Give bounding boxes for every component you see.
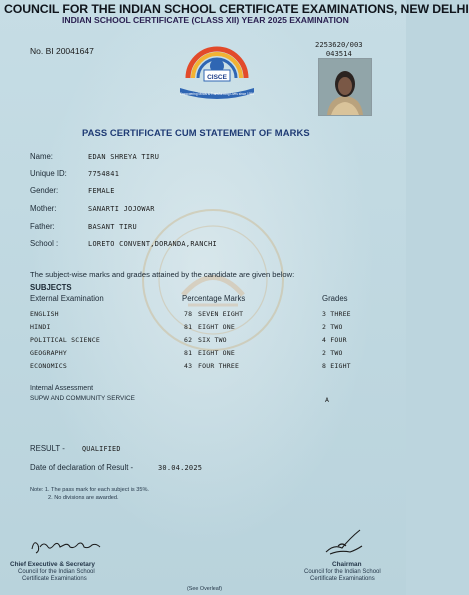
- mother-label: Mother:: [30, 204, 57, 213]
- candidate-photo: [318, 58, 372, 116]
- note-line-2: 2. No divisions are awarded.: [48, 495, 119, 501]
- internal-grade: A: [325, 396, 330, 404]
- gender-label: Gender:: [30, 186, 59, 195]
- internal-assessment-heading: Internal Assessment: [30, 385, 94, 392]
- column-marks: Percentage Marks: [182, 294, 246, 303]
- exam-header: INDIAN SCHOOL CERTIFICATE (CLASS XII) YEAR 2025 EXAMINATION: [62, 15, 349, 25]
- column-external: External Examination: [30, 294, 104, 303]
- right-signatory-org: Council for the Indian School: [304, 569, 381, 575]
- uid-label: Unique ID:: [30, 169, 67, 178]
- school-label: School :: [30, 239, 59, 248]
- left-signature: [28, 535, 108, 557]
- subject-name: HINDI: [30, 323, 51, 331]
- result-label: RESULT -: [30, 444, 65, 453]
- school-value: LORETO CONVENT,DORANDA,RANCHI: [88, 240, 218, 248]
- subject-marks-words: SIX TWO: [198, 336, 227, 344]
- subject-name: ECONOMICS: [30, 362, 68, 370]
- council-header: COUNCIL FOR THE INDIAN SCHOOL CERTIFICATE EXAMINATIONS, NEW DELHI: [4, 2, 469, 16]
- gender-value: FEMALE: [88, 187, 115, 195]
- subject-marks: 43: [184, 362, 193, 370]
- subject-marks-words: EIGHT ONE: [198, 349, 236, 357]
- page-title: PASS CERTIFICATE CUM STATEMENT OF MARKS: [82, 127, 310, 138]
- name-label: Name:: [30, 152, 53, 161]
- declaration-date: 30.04.2025: [158, 464, 203, 472]
- left-signatory-org: Council for the Indian School: [18, 569, 95, 575]
- right-signatory-title: Chairman: [332, 561, 362, 568]
- subject-marks: 78: [184, 310, 193, 318]
- subjects-heading: SUBJECTS: [30, 283, 72, 292]
- subject-name: GEOGRAPHY: [30, 349, 68, 357]
- declaration-label: Date of declaration of Result -: [30, 463, 134, 472]
- subject-grade: 2 TWO: [322, 323, 343, 331]
- certificate-number: No. BI 20041647: [30, 46, 94, 56]
- subject-grade: 3 THREE: [322, 310, 351, 318]
- subject-grade: 8 EIGHT: [322, 362, 351, 370]
- subject-marks: 62: [184, 336, 193, 344]
- serial-line-1: 2253620/003: [315, 40, 363, 49]
- intro-text: The subject-wise marks and grades attained by the candidate are given below:: [30, 270, 295, 279]
- serial-number: [315, 41, 363, 58]
- name-value: EDAN SHREYA TIRU: [88, 153, 160, 161]
- right-signatory-org-2: Certificate Examinations: [310, 576, 375, 582]
- note-line-1: Note: 1. The pass mark for each subject is 35%.: [30, 487, 149, 493]
- subject-grade: 4 FOUR: [322, 336, 347, 344]
- subject-marks-words: EIGHT ONE: [198, 323, 236, 331]
- see-overleaf: (See Overleaf): [187, 586, 223, 592]
- mother-value: SANARTI JOJOWAR: [88, 205, 155, 213]
- subject-name: POLITICAL SCIENCE: [30, 336, 100, 344]
- subject-grade: 2 TWO: [322, 349, 343, 357]
- subject-marks-words: FOUR THREE: [198, 362, 240, 370]
- internal-subject: SUPW AND COMMUNITY SERVICE: [30, 395, 135, 402]
- subject-name: ENGLISH: [30, 310, 59, 318]
- father-label: Father:: [30, 222, 55, 231]
- cisce-logo: [174, 36, 260, 102]
- result-value: QUALIFIED: [82, 445, 121, 453]
- uid-value: 7754841: [88, 170, 120, 178]
- serial-line-2: 043514: [325, 48, 352, 58]
- left-signatory-title: Chief Executive & Secretary: [10, 561, 95, 568]
- logo-emblem-text: CISCE: [207, 74, 227, 81]
- council-seal-watermark: [138, 205, 288, 355]
- father-value: BASANT TIRU: [88, 223, 137, 231]
- subject-marks: 81: [184, 349, 193, 357]
- right-signature: [320, 524, 366, 560]
- logo-motto: Empowering Minds & Transforming Lives since 1958: [179, 92, 255, 96]
- subject-marks-words: SEVEN EIGHT: [198, 310, 244, 318]
- column-grades: Grades: [322, 294, 348, 303]
- subject-marks: 81: [184, 323, 193, 331]
- left-signatory-org-2: Certificate Examinations: [22, 576, 87, 582]
